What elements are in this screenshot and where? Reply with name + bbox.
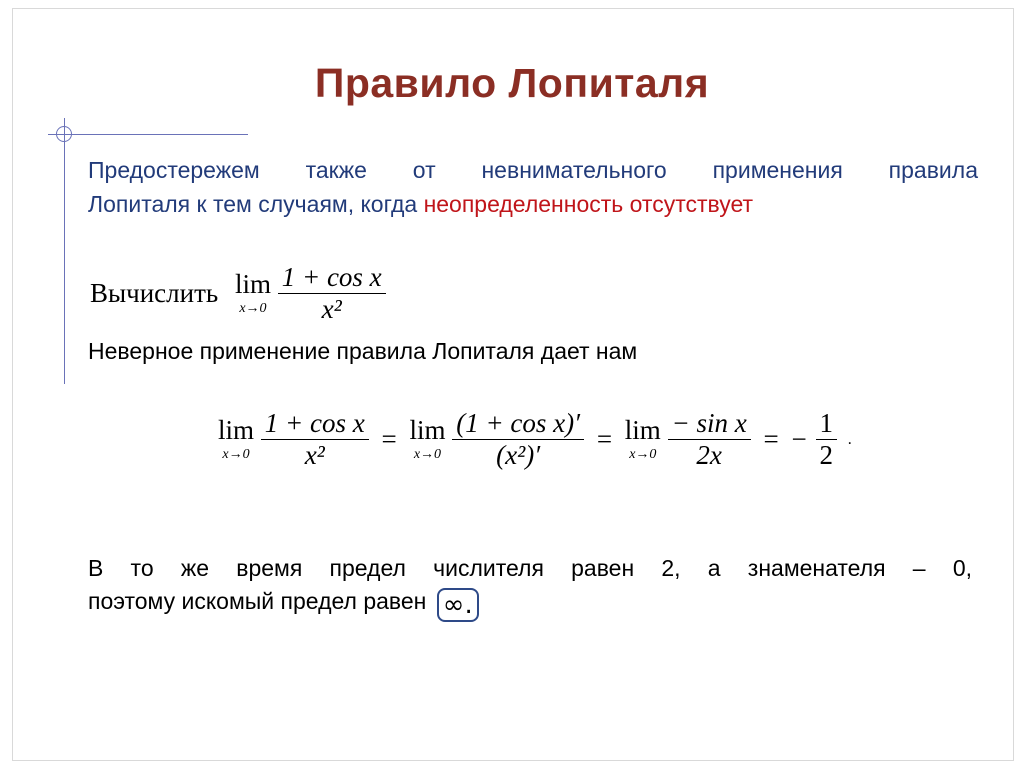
minus-sign: − [791, 424, 807, 454]
intro-line-2-text: Лопиталя к тем случаям, когда [88, 191, 424, 217]
equals-sign-1: = [381, 424, 397, 454]
limit-word-1: lim [218, 415, 255, 445]
decorative-vertical-line [64, 118, 65, 384]
fraction-4-denominator: 2 [816, 439, 838, 471]
answer-box [437, 588, 479, 622]
fraction-1-numerator: 1 + cos x [264, 408, 365, 438]
task-numerator: 1 + cos x [281, 262, 382, 292]
fraction-3-numerator: − sin x [671, 408, 747, 438]
calculate-task [90, 262, 386, 325]
fraction-4-numerator: 1 [819, 408, 833, 438]
intro-line-1: Предостережем также от невнимательного применения правила [88, 157, 978, 183]
answer-period: . [464, 590, 473, 620]
formula-period: . [847, 430, 852, 448]
task-denominator: x² [278, 293, 386, 325]
intro-line-2 [88, 187, 978, 221]
infinity-icon: ∞ [442, 590, 465, 620]
conclusion-paragraph [88, 552, 972, 622]
limit-subscript-2: x→0 [413, 447, 442, 462]
wrong-application-note: Неверное применение правила Лопиталя дает нам [88, 338, 638, 364]
decorative-circle-icon [56, 126, 72, 142]
limit-word-2: lim [409, 415, 446, 445]
limit-operator [235, 271, 271, 316]
fraction-1-denominator: x² [261, 439, 369, 471]
fraction-2-numerator: (1 + cos x)′ [456, 408, 581, 438]
limit-word-3: lim [624, 415, 661, 445]
decorative-horizontal-line [48, 134, 248, 135]
intro-paragraph [88, 153, 978, 221]
fraction-1 [261, 408, 369, 471]
conclusion-line-2: поэтому искомый предел равен [88, 588, 427, 614]
equals-sign-2: = [596, 424, 613, 454]
limit-operator-1 [218, 417, 254, 462]
fraction-2 [452, 408, 584, 471]
equals-sign-3: = [763, 424, 779, 454]
calculate-label: Вычислить [90, 278, 219, 308]
limit-word: lim [234, 269, 271, 299]
limit-operator-3 [625, 417, 661, 462]
derivation-formula [218, 408, 858, 471]
conclusion-line-1: В то же время предел числителя равен 2, а знаменателя – 0, [88, 555, 972, 581]
limit-subscript-1: x→0 [222, 447, 250, 462]
limit-subscript-3: x→0 [629, 447, 657, 462]
intro-highlight: неопределенность отсутствует [423, 191, 754, 217]
limit-operator-2 [409, 417, 445, 462]
fraction-3 [668, 408, 751, 471]
slide-title: Правило Лопиталя [314, 60, 710, 106]
fraction-3-denominator: 2x [668, 439, 751, 471]
limit-subscript: x→0 [239, 301, 267, 316]
slide-frame [12, 8, 1014, 761]
fraction-2-denominator: (x²)′ [452, 439, 584, 471]
fraction-4 [816, 408, 838, 471]
task-fraction [278, 262, 386, 325]
